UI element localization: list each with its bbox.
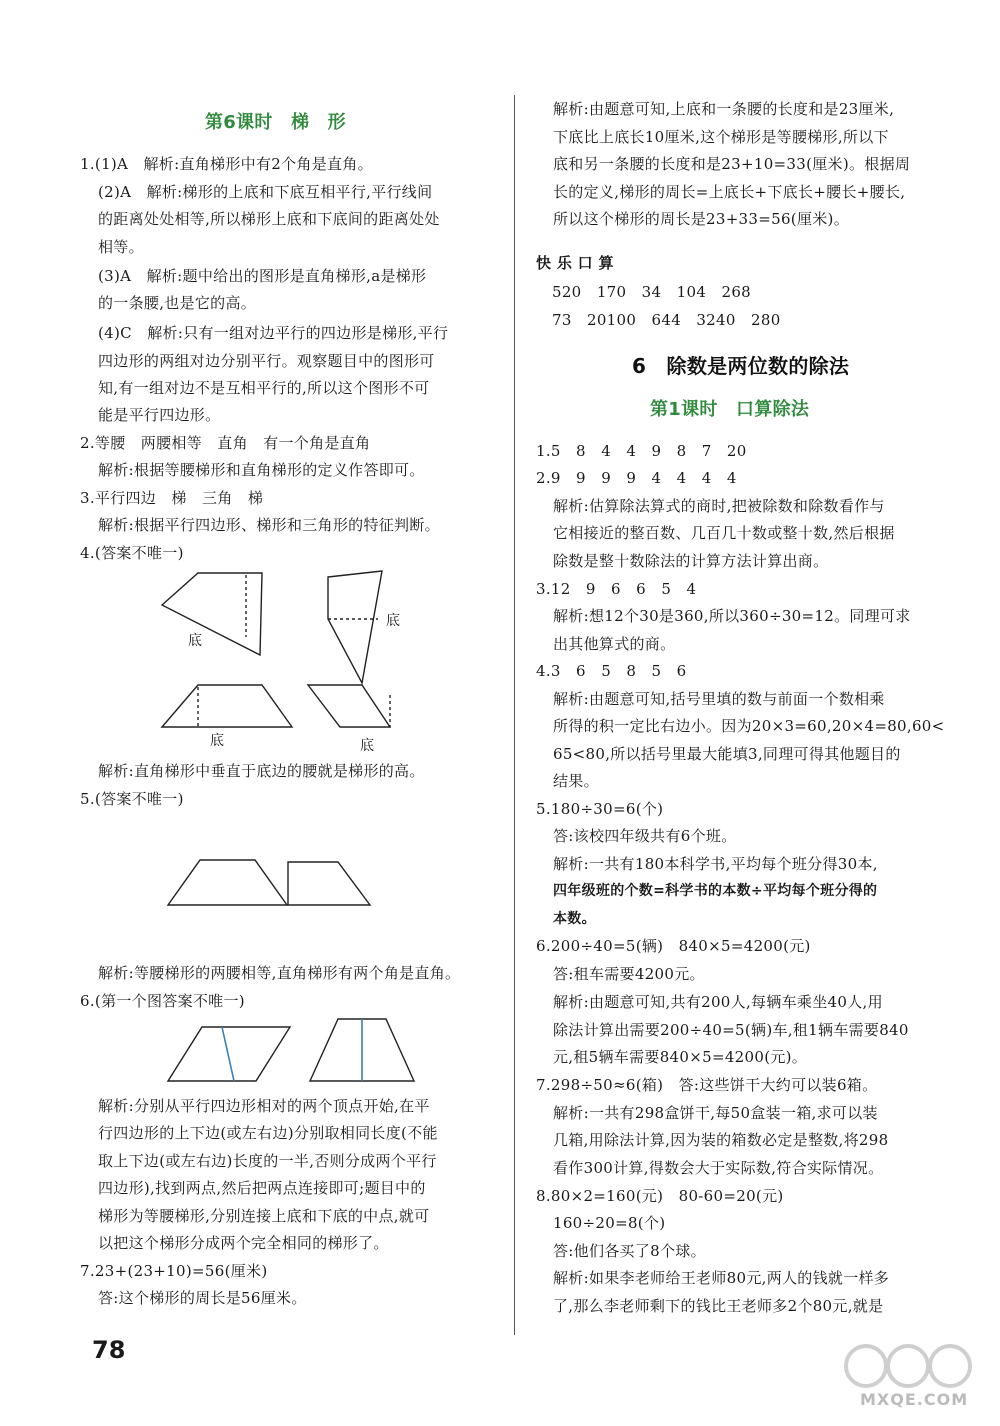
answer-line: 本数。 <box>553 911 596 927</box>
column-divider <box>514 95 515 1335</box>
answer-line: 4.3 6 5 8 5 6 <box>536 662 687 680</box>
answer-line: (2)A 解析:梯形的上底和下底互相平行,平行线间 <box>98 183 433 201</box>
answer-line: 看作300计算,得数会大于实际数,符合实际情况。 <box>553 1159 884 1177</box>
answer-line: 答:他们各买了8个球。 <box>553 1242 706 1260</box>
answer-line: 解析:分别从平行四边形相对的两个顶点开始,在平 <box>98 1097 430 1115</box>
lesson-heading: 第6课时 梯 形 <box>205 112 346 133</box>
page-number: 78 <box>92 1336 126 1364</box>
answer-line: 3.12 9 6 6 5 4 <box>536 580 697 598</box>
answer-line: 能是平行四边形。 <box>98 406 221 424</box>
answer-line: 解析:如果李老师给王老师80元,两人的钱就一样多 <box>553 1269 890 1287</box>
answer-line: 相等。 <box>98 238 144 256</box>
answer-line: 答:这个梯形的周长是56厘米。 <box>98 1289 307 1307</box>
answer-line: 7.23+(23+10)=56(厘米) <box>80 1262 268 1280</box>
trapezoid-shape <box>162 685 292 727</box>
answer-line: 解析:等腰梯形的两腰相等,直角梯形有两个角是直角。 <box>98 964 461 982</box>
answer-line: 3.平行四边 梯 三角 梯 <box>80 489 264 507</box>
answer-line: 答:租车需要4200元。 <box>553 965 705 983</box>
answer-line: 所以这个梯形的周长是23+33=56(厘米)。 <box>553 210 850 228</box>
answer-line: 的一条腰,也是它的高。 <box>98 294 257 312</box>
answer-line: 除法计算出需要200÷40=5(辆)车,租1辆车需要840 <box>553 1021 909 1039</box>
answer-line: 取上下边(或左右边)长度的一半,否则分成两个平行 <box>98 1152 437 1170</box>
answer-line: 解析:由题意可知,上底和一条腰的长度和是23厘米, <box>553 100 895 118</box>
answer-line: 解析:一共有180本科学书,平均每个班分得30本, <box>553 855 878 873</box>
base-label: 底 <box>210 733 225 749</box>
answer-line: 2.9 9 9 9 4 4 4 4 <box>536 469 737 487</box>
trapezoid-shape <box>308 685 390 727</box>
answer-line: 长的定义,梯形的周长=上底长+下底长+腰长+腰长, <box>553 183 906 201</box>
isosceles-trapezoid <box>168 860 287 905</box>
answer-line: 8.80×2=160(元) 80-60=20(元) <box>536 1187 784 1205</box>
answer-line: 解析:想12个30是360,所以360÷30=12。同理可求 <box>553 607 911 625</box>
answer-line: 知,有一组对边不是互相平行的,所以这个图形不可 <box>98 379 430 397</box>
answer-line: 解析:由题意可知,共有200人,每辆车乘坐40人,用 <box>553 993 883 1011</box>
answer-line: 解析:根据等腰梯形和直角梯形的定义作答即可。 <box>98 461 425 479</box>
lesson-heading: 第1课时 口算除法 <box>650 399 810 420</box>
trapezoid-shape <box>162 573 262 655</box>
answer-line: 解析:一共有298盒饼干,每50盒装一箱,求可以装 <box>553 1104 878 1122</box>
answer-line: 除数是整十数除法的计算方法计算出商。 <box>553 552 829 570</box>
trapezoid-figures-q4 <box>150 565 420 755</box>
mental-math-heading: 快 乐 口 算 <box>536 254 614 272</box>
answer-line: 四边形的两组对边分别平行。观察题目中的图形可 <box>98 352 435 370</box>
answer-line: (3)A 解析:题中给出的图形是直角梯形,a是梯形 <box>98 267 427 285</box>
answer-line: 结果。 <box>553 772 599 790</box>
mental-math-row: 73 20100 644 3240 280 <box>552 311 781 329</box>
answer-line: 元,租5辆车需要840×5=4200(元)。 <box>553 1048 808 1066</box>
answer-line: 它相接近的整百数、几百几十数或整十数,然后根据 <box>553 524 895 542</box>
unit-heading: 6 除数是两位数的除法 <box>632 354 850 378</box>
trapezoid-figures-q5 <box>160 850 420 910</box>
answer-line: 解析:直角梯形中垂直于底边的腰就是梯形的高。 <box>98 762 425 780</box>
answer-line: 解析:估算除法算式的商时,把被除数和除数看作与 <box>553 497 885 515</box>
answer-line: 1.5 8 4 4 9 8 7 20 <box>536 442 747 460</box>
base-label: 底 <box>386 613 401 629</box>
watermark-text: MXQE.COM <box>860 1390 969 1409</box>
answer-line: 四年级班的个数=科学书的本数÷平均每个班分得的 <box>553 883 878 899</box>
answer-line: 行四边形的上下边(或左右边)分别取相同长度(不能 <box>98 1124 438 1142</box>
split-line <box>222 1027 234 1081</box>
answer-line: 出其他算式的商。 <box>553 635 676 653</box>
right-trapezoid <box>288 862 370 905</box>
answer-line: 梯形为等腰梯形,分别连接上底和下底的中点,就可 <box>98 1207 430 1225</box>
answer-line: 7.298÷50≈6(箱) 答:这些饼干大约可以装6箱。 <box>536 1076 878 1094</box>
answer-line: 底和另一条腰的长度和是23+10=33(厘米)。根据周 <box>553 155 911 173</box>
parallelogram <box>168 1027 290 1081</box>
answer-line: 4.(答案不唯一) <box>80 544 184 562</box>
mental-math-row: 520 170 34 104 268 <box>552 283 752 301</box>
answer-line: (4)C 解析:只有一组对边平行的四边形是梯形,平行 <box>98 324 449 342</box>
answer-line: 6.200÷40=5(辆) 840×5=4200(元) <box>536 937 811 955</box>
answer-line: 解析:根据平行四边形、梯形和三角形的特征判断。 <box>98 516 440 534</box>
answer-line: 几箱,用除法计算,因为装的箱数必定是整数,将298 <box>553 1131 889 1149</box>
answer-line: 了,那么李老师剩下的钱比王老师多2个80元,就是 <box>553 1297 884 1315</box>
answer-line: 下底比上底长10厘米,这个梯形是等腰梯形,所以下 <box>553 128 889 146</box>
answer-line: 所得的积一定比右边小。因为20×3=60,20×4=80,60< <box>553 717 945 735</box>
base-label: 底 <box>360 738 375 754</box>
answer-line: 2.等腰 两腰相等 直角 有一个角是直角 <box>80 434 371 452</box>
answer-line: 以把这个梯形分成两个完全相同的梯形了。 <box>98 1234 389 1252</box>
answer-line: 答:该校四年级共有6个班。 <box>553 827 737 845</box>
answer-line: 1.(1)A 解析:直角梯形中有2个角是直角。 <box>80 155 373 173</box>
answer-line: 6.(第一个图答案不唯一) <box>80 992 245 1010</box>
base-label: 底 <box>188 633 203 649</box>
answer-line: 解析:由题意可知,括号里填的数与前面一个数相乘 <box>553 690 885 708</box>
answer-line: 5.180÷30=6(个) <box>536 800 664 818</box>
answer-line: 5.(答案不唯一) <box>80 790 184 808</box>
trapezoid-shape <box>328 571 382 683</box>
answer-line: 65<80,所以括号里最大能填3,同理可得其他题目的 <box>553 745 901 763</box>
answer-line: 的距离处处相等,所以梯形上底和下底间的距离处处 <box>98 210 440 228</box>
answer-line: 160÷20=8(个) <box>553 1214 666 1232</box>
answer-line: 四边形),找到两点,然后把两点连接即可;题目中的 <box>98 1179 426 1197</box>
split-figures-q6 <box>160 1015 430 1085</box>
